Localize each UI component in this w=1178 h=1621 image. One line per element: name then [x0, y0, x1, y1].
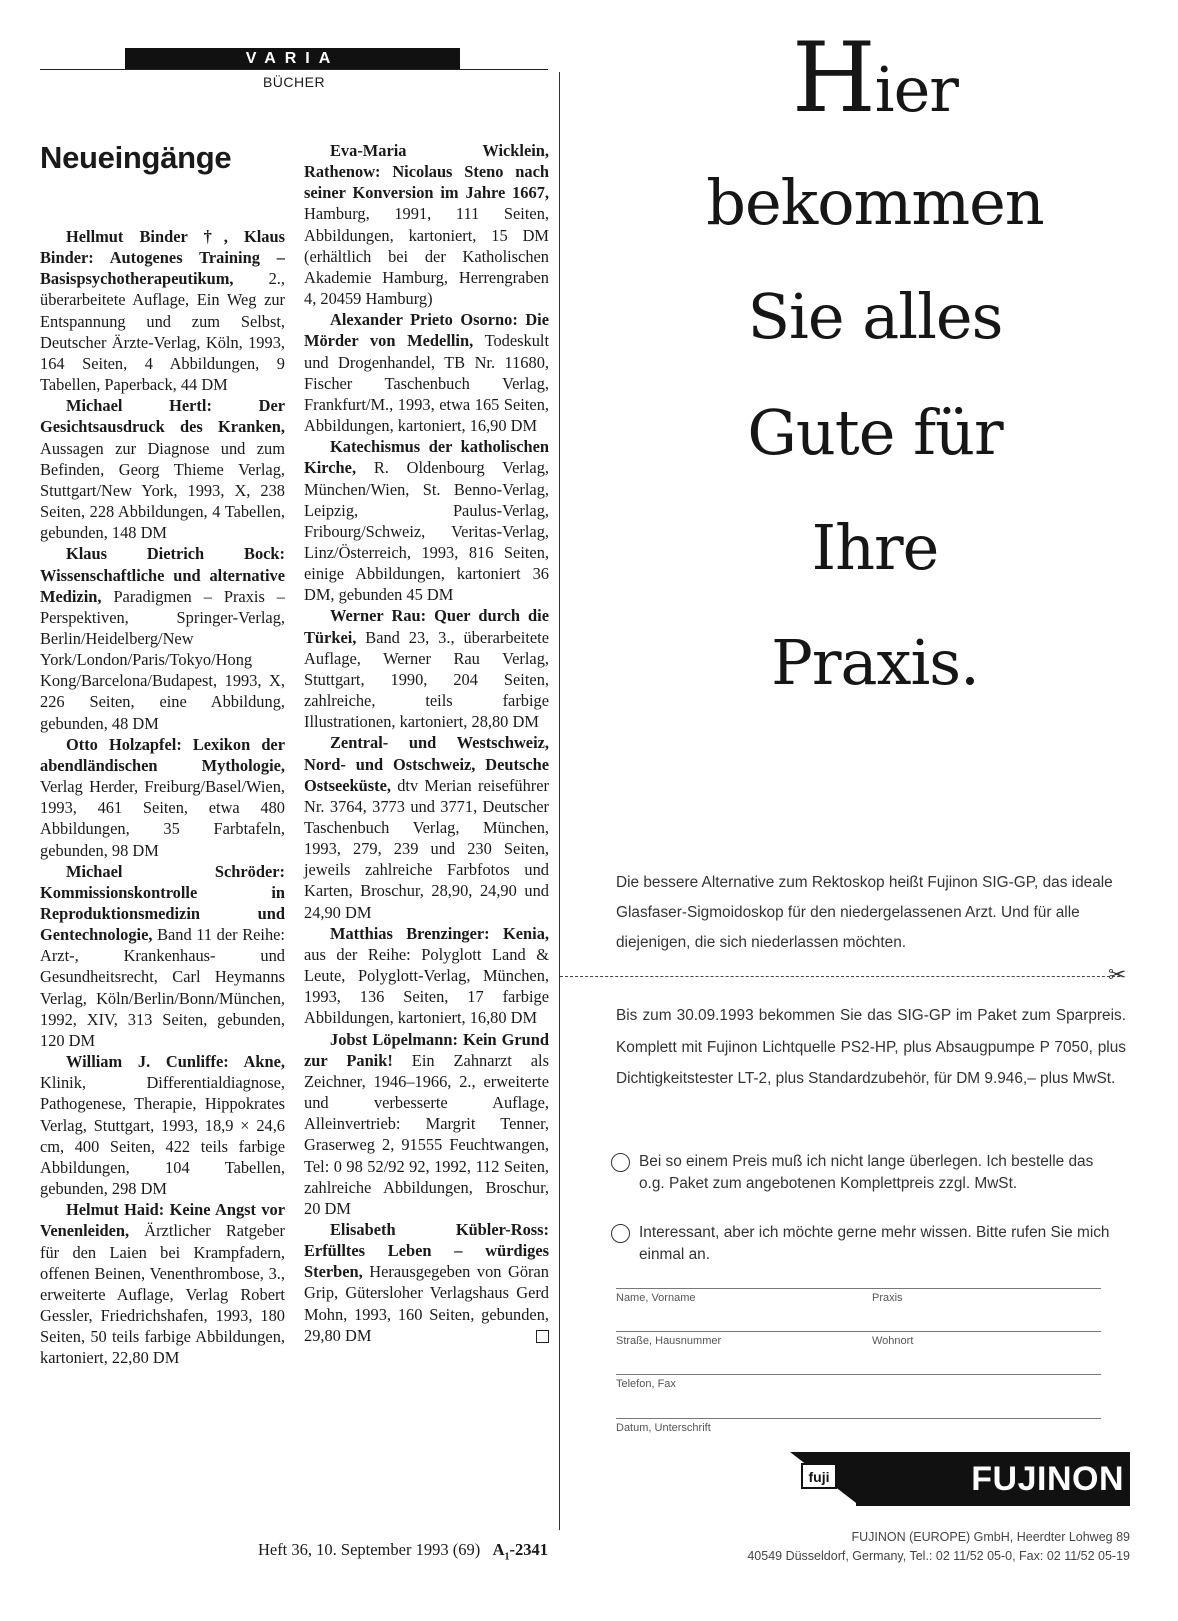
book-entry — [304, 605, 549, 732]
form-label-street: Straße, Hausnummer — [616, 1335, 722, 1347]
column-divider — [559, 72, 560, 1530]
headline-initial: H — [792, 22, 875, 134]
book-details: Verlag Herder, Freiburg/Basel/Wien, 1993, 461 Seiten, etwa 480 Abbildungen, 35 Farbtafeln, gebunden, 98 DM — [40, 777, 285, 860]
cut-line — [560, 976, 1120, 977]
form-label-name: Name, Vorname — [616, 1292, 696, 1304]
book-author-title: Klaus Dietrich Bock: Wissenschaftliche und alternative Medizin, — [40, 544, 285, 606]
page-prefix: A — [492, 1540, 505, 1559]
ad-headline-line-5: Ihre — [811, 511, 939, 584]
scissors-icon: ✂ — [1108, 963, 1127, 988]
book-author-title: Eva-Maria Wicklein, Rathenow: Nicolaus Steno nach seiner Konversion im Jahre 1667, — [304, 141, 549, 203]
issue-info: Heft 36, 10. September 1993 (69) — [257, 1540, 481, 1559]
book-details: Aussagen zur Diagnose und zum Befinden, Georg Thieme Verlag, Stuttgart/New York, 1993, X, 238 Seiten, 228 Abbildungen, 4 Tabellen, gebunden, 148 DM — [40, 438, 285, 543]
book-author-title: Helmut Haid: Keine Angst vor Venenleiden, — [40, 1200, 285, 1241]
section-bar: VARIA — [125, 48, 460, 69]
info-radio-circle[interactable] — [611, 1224, 630, 1243]
book-author-title: Otto Holzapfel: Lexikon der abendländischen Mythologie, — [40, 734, 285, 775]
form-line-phone[interactable] — [616, 1374, 1101, 1375]
book-details: Ärztlicher Ratgeber für den Laien bei Krampfadern, offenen Beinen, Venenthrombose, 3., erweiterte Auflage, Verlag Robert Gessler, Friedrichshafen, 1993, 180 Seiten, 50 teils farbige Abbildungen, kartoniert, 22,80 DM — [40, 1221, 285, 1368]
book-author-title: Werner Rau: Quer durch die Türkei, — [304, 606, 549, 647]
form-line-street[interactable] — [616, 1331, 1101, 1332]
book-author-title: Zentral- und Westschweiz, Nord- und Ostschweiz, Deutsche Ostseeküste, — [304, 733, 549, 795]
info-option[interactable] — [611, 1222, 1121, 1266]
book-entry — [40, 543, 285, 733]
book-list-column-b — [304, 140, 549, 1346]
page-footer — [40, 1540, 548, 1562]
book-author-title: William J. Cunliffe: Akne, — [66, 1052, 285, 1072]
book-entry — [40, 1199, 285, 1368]
book-entry — [304, 436, 549, 605]
book-entry — [304, 309, 549, 436]
book-details: Hamburg, 1991, 111 Seiten, Abbildungen, kartoniert, 15 DM (erhältlich bei der Katholischen Akademie Hamburg, Herrengraben 4, 20459 Hamburg) — [304, 204, 549, 309]
book-details: Paradigmen – Praxis – Perspektiven, Springer-Verlag, Berlin/Heidelberg/New York/London/Paris/Tokyo/Hong Kong/Barcelona/Budapest, 1993, X, 226 Seiten, eine Abbildung, gebunden, 48 DM — [40, 586, 285, 733]
book-details: Ein Zahnarzt als Zeichner, 1946–1966, 2., erweiterte und verbesserte Auflage, Alleinvertrieb: Margrit Tenner, Graserweg 2, 91555 Feuchtwangen, Tel: 0 98 52/92 92, 1992, 112 Seiten, zahlreiche Abbildungen, Broschur, 20 DM — [304, 1050, 549, 1218]
form-line-name[interactable] — [616, 1288, 1101, 1289]
fujinon-logo — [790, 1452, 1130, 1506]
address-line-1: FUJINON (EUROPE) GmbH, Heerdter Lohweg 89 — [851, 1530, 1130, 1544]
ad-intro-text: Die bessere Alternative zum Rektoskop heißt Fujinon SIG-GP, das ideale Glasfaser-Sigmoidoskop für den niedergelassenen Arzt. Und für alle diejenigen, die sich niederlassen möchten. — [616, 874, 1113, 951]
book-author-title: Elisabeth Kübler-Ross: Erfülltes Leben – würdiges Sterben, — [304, 1219, 549, 1282]
headline-initial-rest: ier — [874, 53, 958, 126]
logo-wordmark: FUJINON — [856, 1452, 1130, 1506]
ad-headline-line-1 — [575, 22, 1175, 134]
end-mark-icon — [536, 1330, 549, 1343]
form-label-phone: Telefon, Fax — [616, 1378, 676, 1390]
article-title: Neueingänge — [40, 140, 232, 175]
book-details: R. Oldenbourg Verlag, München/Wien, St. Benno-Verlag, Leipzig, Paulus-Verlag, Fribourg/Schweiz, Veritas-Verlag, Linz/Österreich, 1993, 816 Seiten, einige Abbildungen, kartoniert 36 DM, gebunden 45 DM — [304, 458, 549, 605]
book-details: Herausgegeben von Göran Grip, Gütersloher Verlagshaus Gerd Mohn, 1993, 160 Seiten, gebunden, 29,80 DM — [304, 1262, 549, 1345]
logo-emblem-text: fuji — [808, 1469, 830, 1485]
book-list-column-a — [40, 226, 285, 1368]
company-address — [700, 1528, 1130, 1566]
book-author-title: Hellmut Binder †, Klaus Binder: Autogenes Training – Basispsychotherapeutikum, — [40, 227, 285, 289]
form-label-wohnort: Wohnort — [872, 1335, 914, 1347]
header-rule — [40, 69, 548, 70]
book-author-title: Michael Schröder: Kommissionskontrolle in Reproduktionsmedizin und Gentechnologie, — [40, 861, 285, 945]
fuji-emblem-icon — [790, 1452, 860, 1506]
book-entry — [304, 1029, 549, 1219]
book-entry — [40, 1051, 285, 1199]
ad-headline-line-6: Praxis. — [771, 626, 979, 699]
ad-headline-line-4: Gute für — [747, 396, 1003, 469]
book-author-title: Alexander Prieto Osorno: Die Mörder von Medellin, — [304, 310, 549, 351]
ad-headline-line-2: bekommen — [706, 166, 1044, 239]
book-entry — [304, 1219, 549, 1346]
form-line-date[interactable] — [616, 1418, 1101, 1419]
form-label-date: Datum, Unterschrift — [616, 1422, 711, 1434]
book-author-title: Michael Hertl: Der Gesichtsausdruck des Kranken, — [40, 396, 285, 437]
address-line-2: 40549 Düsseldorf, Germany, Tel.: 02 11/52 05-0, Fax: 02 11/52 05-19 — [747, 1549, 1130, 1563]
book-author-title: Jobst Löpelmann: Kein Grund zur Panik! — [304, 1029, 549, 1070]
subsection-label: BÜCHER — [262, 74, 326, 90]
form-label-praxis: Praxis — [872, 1292, 903, 1304]
order-option[interactable] — [611, 1151, 1121, 1195]
page-number: -2341 — [509, 1540, 548, 1559]
book-entry — [40, 226, 285, 395]
book-entry — [304, 923, 549, 1029]
book-author-title: Katechismus der katholischen Kirche, — [304, 437, 549, 478]
book-details: Band 23, 3., überarbeitete Auflage, Werner Rau Verlag, Stuttgart, 1990, 204 Seiten, zahlreiche, teils farbige Illustrationen, kartoniert, 28,80 DM — [304, 627, 549, 732]
book-entry — [304, 732, 549, 922]
ad-offer-text: Bis zum 30.09.1993 bekommen Sie das SIG-GP im Paket zum Sparpreis. Komplett mit Fujinon Lichtquelle PS2-HP, plus Absaugpumpe P 7050, plus Dichtigkeitstester LT-2, plus Standardzubehör, für DM 9.946,– plus MwSt. — [616, 1007, 1126, 1087]
book-entry — [40, 734, 285, 861]
order-option-label: Bei so einem Preis muß ich nicht lange überlegen. Ich bestelle das o.g. Paket zum angebotenen Komplettpreis zzgl. MwSt. — [639, 1153, 1094, 1192]
book-details: 2., überarbeitete Auflage, Ein Weg zur Entspannung und zum Selbst, Deutscher Ärzte-Verlag, Köln, 1993, 164 Seiten, 4 Abbildungen, 9 Tabellen, Paperback, 44 DM — [40, 269, 285, 395]
book-author-title: Matthias Brenzinger: Kenia, — [330, 923, 549, 943]
book-details: dtv Merian reiseführer Nr. 3764, 3773 und 3771, Deutscher Taschenbuch Verlag, München, 1993, 279, 239 und 230 Seiten, jeweils zahlreiche Farbfotos und Karten, Broschur, 28,90, 24,90 und 24,90 DM — [304, 775, 549, 922]
book-details: Klinik, Differentialdiagnose, Pathogenese, Therapie, Hippokrates Verlag, Stuttgart, 1993, 18,9 × 24,6 cm, 400 Seiten, 422 teils farbige Abbildungen, 104 Tabellen, gebunden, 298 DM — [40, 1073, 285, 1199]
book-entry — [304, 140, 549, 309]
book-details: aus der Reihe: Polyglott Land & Leute, Polyglott-Verlag, München, 1993, 136 Seiten, 17 farbige Abbildungen, kartoniert, 16,80 DM — [304, 944, 549, 1028]
book-details: Band 11 der Reihe: Arzt-, Krankenhaus- und Gesundheitsrecht, Carl Heymanns Verlag, Köln/Berlin/Bonn/München, 1992, XIV, 313 Seiten, gebunden, 120 DM — [40, 925, 285, 1050]
page-sub: 1 — [504, 1551, 510, 1563]
info-option-label: Interessant, aber ich möchte gerne mehr wissen. Bitte rufen Sie mich einmal an. — [639, 1224, 1110, 1263]
book-entry — [40, 861, 285, 1051]
book-entry — [40, 395, 285, 543]
ad-headline-line-3: Sie alles — [747, 280, 1003, 353]
book-details: Todeskult und Drogenhandel, TB Nr. 11680, Fischer Taschenbuch Verlag, Frankfurt/M., 1993, etwa 165 Seiten, Abbildungen, kartoniert, 16,90 DM — [304, 331, 549, 436]
order-radio-circle[interactable] — [611, 1153, 630, 1172]
